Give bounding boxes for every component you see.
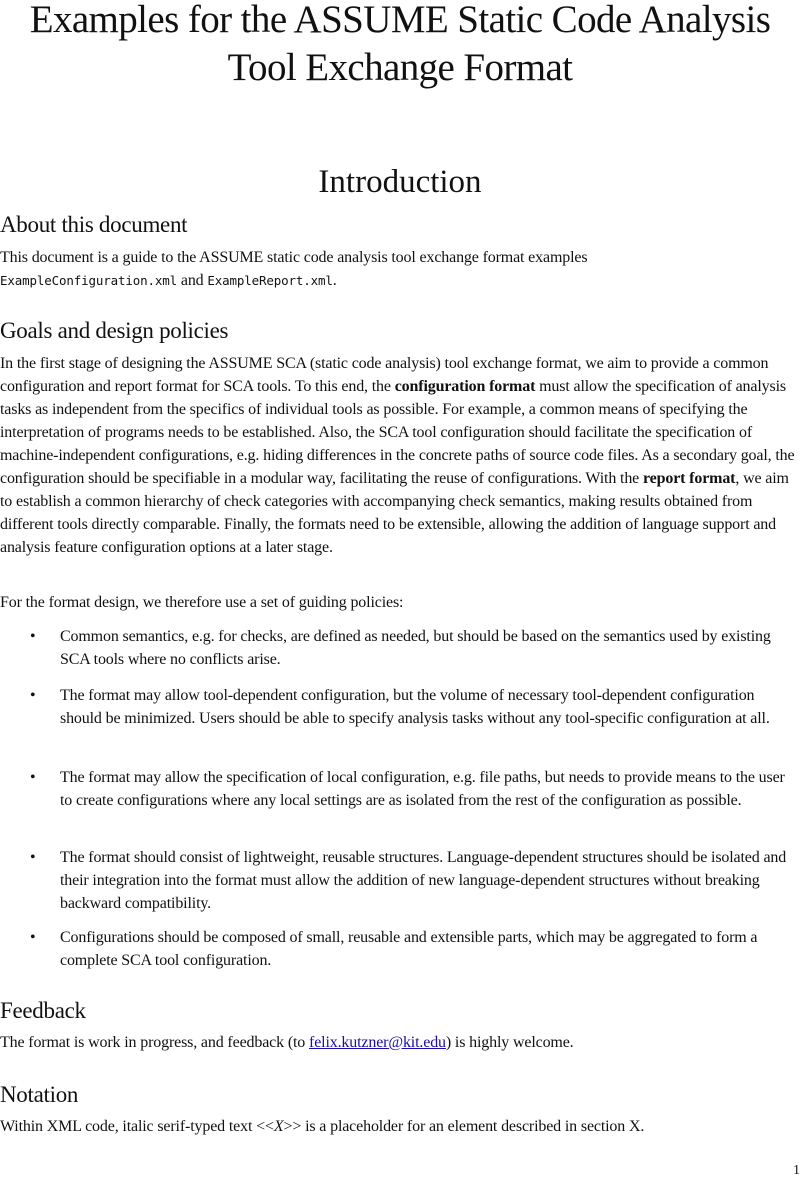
goals-text-a: In the first stage of designing the ASSUME SCA (static code analysis) tool exchange format, we aim to provide a common configuration and report format for SCA tools. To this end, the: [0, 355, 769, 395]
bullet-icon: •: [30, 929, 36, 946]
list-item-text: Configurations should be composed of small, reusable and extensible parts, which may be aggregated to form a complete SCA tool configuration.: [60, 929, 758, 969]
about-paragraph: [0, 246, 800, 292]
page-number: 1: [793, 1163, 800, 1178]
bullet-icon: •: [30, 628, 36, 645]
bullet-icon: •: [30, 687, 36, 704]
list-item: [30, 846, 800, 915]
bullet-icon: •: [30, 769, 36, 786]
list-item: [30, 625, 800, 671]
notation-text-after: >> is a placeholder for an element described in section X.: [283, 1118, 645, 1135]
goals-paragraph-1: [0, 352, 800, 559]
heading-goals: Goals and design policies: [0, 318, 229, 343]
about-text: This document is a guide to the ASSUME static code analysis tool exchange format examples: [0, 249, 588, 266]
goals-bold-report-format: report format: [642, 470, 736, 487]
about-end: .: [332, 272, 337, 289]
feedback-text-after: ) is highly welcome.: [445, 1034, 574, 1051]
heading-feedback: Feedback: [0, 998, 86, 1023]
list-item-text: The format should consist of lightweight, reusable structures. Language-dependent structures should be isolated and their integration into the format must allow the addition of new language-dependent structures without breaking backward compatibility.: [60, 849, 787, 912]
notation-paragraph: [0, 1115, 800, 1138]
goals-bold-configuration-format: configuration format: [394, 378, 536, 395]
file-example-report: ExampleReport.xml: [207, 273, 333, 288]
list-item-text: The format may allow the specification of local configuration, e.g. file paths, but needs to provide means to the user to create configurations where any local settings are as isolated from the rest of the configuration as possible.: [60, 769, 785, 809]
feedback-paragraph: [0, 1031, 800, 1054]
list-item: [30, 766, 800, 812]
notation-text-before: Within XML code, italic serif-typed text <<: [0, 1118, 274, 1135]
goals-text-d: , we aim to establish a common hierarchy of check categories with accompanying check semantics, making results obtained from different tools directly comparable. Finally, the formats need to be extensible, allowing the addition of language support and analysis feature configuration options at a later stage.: [0, 470, 789, 556]
document-title: Examples for the ASSUME Static Code Analysis Tool Exchange Format: [29, 0, 771, 89]
list-item: [30, 684, 800, 730]
list-item: [30, 926, 800, 972]
goals-paragraph-2: For the format design, we therefore use a set of guiding policies:: [0, 594, 404, 611]
file-example-configuration: ExampleConfiguration.xml: [0, 273, 178, 288]
about-and: and: [180, 272, 204, 289]
section-heading-introduction: Introduction: [318, 164, 482, 200]
feedback-email-link[interactable]: felix.kutzner@kit.edu: [309, 1034, 446, 1051]
feedback-text-before: The format is work in progress, and feedback (to: [0, 1034, 306, 1051]
heading-notation: Notation: [0, 1082, 79, 1107]
list-item-text: The format may allow tool-dependent configuration, but the volume of necessary tool-dependent configuration should be minimized. Users should be able to specify analysis tasks without any tool-specific configuration at all.: [60, 687, 770, 727]
notation-placeholder: X: [273, 1118, 284, 1135]
list-item-text: Common semantics, e.g. for checks, are defined as needed, but should be based on the semantics used by existing SCA tools where no conflicts arise.: [60, 628, 771, 668]
bullet-icon: •: [30, 849, 36, 866]
heading-about-document: About this document: [0, 212, 188, 237]
goals-text-c: must allow the specification of analysis tasks as independent from the specifics of individual tools as possible. For example, a common means of specifying the interpretation of programs needs to be established. Also, the SCA tool configuration should facilitate the specification of machine-independent configurations, e.g. hiding differences in the concrete paths of source code files. As a secondary goal, the configuration should be specifiable in a modular way, facilitating the reuse of configurations. With the: [0, 378, 795, 487]
